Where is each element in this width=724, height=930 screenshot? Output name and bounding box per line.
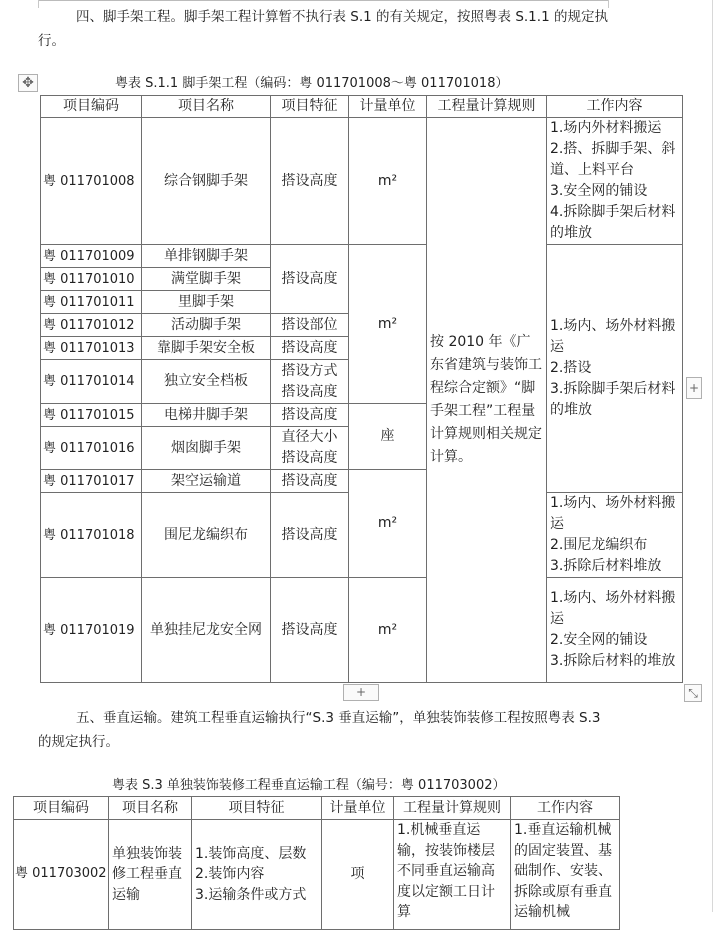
item-feature: 1.装饰高度、层数 2.装饰内容 3.运输条件或方式 [192,820,322,930]
item-code: 粤 011701019 [41,578,142,683]
item-feature: 搭设高度 [271,245,349,314]
item-name: 围尼龙编织布 [142,493,271,578]
table-row [41,118,683,245]
table2-header-row [14,797,620,820]
item-unit: m² [349,470,427,578]
table1-header-row [41,96,683,118]
table-row [41,245,683,268]
item-name: 满堂脚手架 [142,268,271,291]
item-feature: 搭设高度 [271,470,349,493]
work-content: 1.场内、场外材料搬运 2.围尼龙编织布 3.拆除后材料堆放 [547,493,683,578]
table-move-handle-icon[interactable]: ✥ [18,74,38,92]
work-content: 1.场内、场外材料搬运 2.安全网的铺设 3.拆除后材料的堆放 [547,578,683,683]
item-name: 活动脚手架 [142,314,271,337]
margin-mark-right [608,0,609,8]
header-feature: 项目特征 [271,96,349,118]
item-unit: m² [349,578,427,683]
item-name: 单独装饰装修工程垂直运输 [109,820,192,930]
page-edge-line [712,0,713,912]
item-name: 电梯井脚手架 [142,404,271,427]
item-feature: 搭设方式 搭设高度 [271,360,349,404]
item-unit: 座 [349,404,427,470]
header-unit: 计量单位 [322,797,394,820]
item-name: 里脚手架 [142,291,271,314]
item-code: 粤 011701013 [41,337,142,360]
header-content: 工作内容 [511,797,620,820]
header-rule: 工程量计算规则 [427,96,547,118]
item-unit: m² [349,245,427,404]
item-code: 粤 011703002 [14,820,109,930]
header-content: 工作内容 [547,96,683,118]
item-feature: 搭设高度 [271,404,349,427]
item-feature: 搭设部位 [271,314,349,337]
work-content: 1.场内外材料搬运 2.搭、拆脚手架、斜道、上料平台 3.安全网的铺设 4.拆除脚手架后材料的堆放 [547,118,683,245]
header-code: 项目编码 [14,797,109,820]
item-name: 综合钢脚手架 [142,118,271,245]
item-code: 粤 011701011 [41,291,142,314]
item-code: 粤 011701015 [41,404,142,427]
work-content: 1.场内、场外材料搬运 2.搭设 3.拆除脚手架后材料的堆放 [547,245,683,493]
header-unit: 计量单位 [349,96,427,118]
header-name: 项目名称 [109,797,192,820]
item-feature: 搭设高度 [271,337,349,360]
table-row [41,578,683,683]
item-code: 粤 011701010 [41,268,142,291]
item-unit: 项 [322,820,394,930]
item-code: 粤 011701017 [41,470,142,493]
item-name: 独立安全档板 [142,360,271,404]
item-name: 烟囱脚手架 [142,427,271,470]
section-five-paragraph: 五、垂直运输。建筑工程垂直运输执行“S.3 垂直运输”，单独装饰装修工程按照粤表 S.3 的规定执行。 [38,710,601,750]
calc-rule-cell: 按 2010 年《广东省建筑与装饰工程综合定额》“脚手架工程”工程量计算规则相关规定计算。 [427,118,547,683]
section-four-paragraph: 四、脚手架工程。脚手架工程计算暂不执行表 S.1 的有关规定，按照粤表 S.1.1 的规定执行。 [38,9,608,49]
item-feature: 搭设高度 [271,118,349,245]
item-code: 粤 011701018 [41,493,142,578]
table-row [14,820,620,930]
item-code: 粤 011701009 [41,245,142,268]
item-feature: 搭设高度 [271,493,349,578]
item-name: 单排钢脚手架 [142,245,271,268]
scaffold-table [40,95,683,683]
item-unit: m² [349,118,427,245]
item-code: 粤 011701014 [41,360,142,404]
item-code: 粤 011701008 [41,118,142,245]
item-feature: 直径大小 搭设高度 [271,427,349,470]
vertical-transport-table [13,796,620,930]
table-resize-handle-icon[interactable]: ⤡ [684,684,702,702]
add-column-handle-icon[interactable]: + [686,377,702,399]
header-name: 项目名称 [142,96,271,118]
item-feature: 搭设高度 [271,578,349,683]
item-code: 粤 011701012 [41,314,142,337]
item-code: 粤 011701016 [41,427,142,470]
add-row-handle-icon[interactable]: + [343,684,379,701]
header-code: 项目编码 [41,96,142,118]
item-name: 架空运输道 [142,470,271,493]
header-rule: 工程量计算规则 [394,797,511,820]
calc-rule-cell: 1.机械垂直运输，按装饰楼层不同垂直运输高度以定额工日计算 [394,820,511,930]
work-content: 1.垂直运输机械的固定装置、基础制作、安装、拆除或原有垂直运输机械 [511,820,620,930]
item-name: 单独挂尼龙安全网 [142,578,271,683]
table1-caption: 粤表 S.1.1 脚手架工程（编码：粤 011701008～粤 011701018） [115,76,509,91]
page-top-rule [38,0,608,1]
item-name: 靠脚手架安全板 [142,337,271,360]
table2-caption: 粤表 S.3 单独装饰装修工程垂直运输工程（编号：粤 011703002） [112,778,506,793]
header-feature: 项目特征 [192,797,322,820]
